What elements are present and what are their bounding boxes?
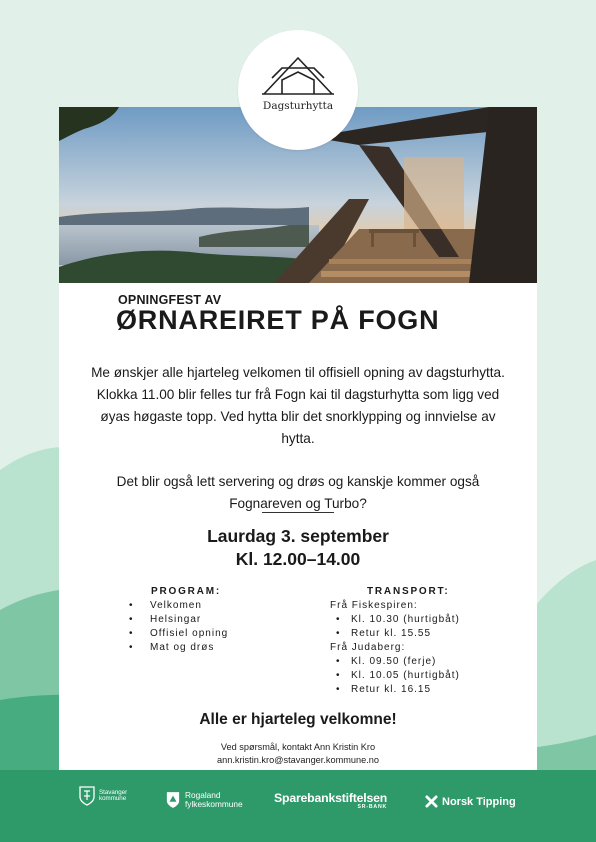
event-date: Laurdag 3. september bbox=[207, 526, 389, 546]
stavanger-crest-icon bbox=[79, 786, 95, 806]
sparebank-sub: SR-BANK bbox=[357, 804, 388, 810]
sponsor-rogaland bbox=[166, 791, 243, 809]
intro-text bbox=[83, 362, 513, 515]
contact-email[interactable]: ann.kristin.kro@stavanger.kommune.no bbox=[216, 755, 380, 765]
program-item: • Mat og drøs bbox=[129, 642, 215, 653]
norsk-tipping-name: Norsk Tipping bbox=[442, 795, 516, 808]
stavanger-line-2: kommune bbox=[99, 795, 127, 802]
cabin-logo-icon bbox=[258, 54, 338, 100]
program-item: • Offisiel opning bbox=[129, 628, 229, 639]
event-kicker: OPNINGFEST AV bbox=[118, 293, 222, 307]
content-card bbox=[59, 107, 537, 770]
transport-title: TRANSPORT: bbox=[367, 586, 450, 597]
sponsor-sparebankstiftelsen bbox=[274, 791, 387, 810]
stavanger-line-1: Stavanger bbox=[99, 788, 128, 796]
event-time: Kl. 12.00–14.00 bbox=[235, 549, 361, 569]
transport-item: • Kl. 10.30 (hurtigbåt) bbox=[336, 614, 460, 625]
rogaland-crest-icon bbox=[166, 791, 180, 809]
intro-paragraph-1: Me ønskjer alle hjarteleg velkomen til offisiell opning av dagsturhytta. Klokka 11.00 blir felles tur frå Fogn kai til dagsturhytta som ligg ved øyas høgaste topp. Ved hytta blir det snorklypping og innvielse av hytta. bbox=[91, 365, 505, 446]
rogaland-line-2: fylkeskommune bbox=[185, 799, 243, 809]
sponsor-norsk-tipping bbox=[425, 795, 516, 808]
transport-item: • Kl. 09.50 (ferje) bbox=[336, 656, 437, 667]
program-item: • Helsingar bbox=[129, 614, 202, 625]
logo-text: Dagsturhytta bbox=[262, 100, 334, 112]
event-datetime bbox=[59, 525, 537, 571]
transport-from-fiskespiren: Frå Fiskespiren: bbox=[330, 600, 418, 611]
event-title: ØRNAREIRET PÅ FOGN bbox=[116, 305, 440, 335]
norsk-tipping-icon bbox=[425, 795, 438, 808]
transport-item: • Kl. 10.05 (hurtigbåt) bbox=[336, 670, 460, 681]
welcome-text: Alle er hjarteleg velkomne! bbox=[199, 711, 397, 728]
sponsor-stavanger bbox=[79, 786, 127, 806]
program-section bbox=[129, 585, 228, 655]
contact-line: Ved spørsmål, kontakt Ann Kristin Kro bbox=[220, 742, 376, 752]
transport-item: • Retur kl. 16.15 bbox=[336, 684, 432, 695]
transport-section bbox=[330, 585, 460, 697]
contact-info bbox=[59, 741, 537, 767]
divider bbox=[262, 512, 334, 513]
intro-paragraph-2: Det blir også lett servering og drøs og kanskje kommer også Fognareven og Turbo? bbox=[116, 474, 480, 511]
transport-item: • Retur kl. 15.55 bbox=[336, 628, 432, 639]
sparebank-name: Sparebankstiftelsen bbox=[274, 791, 388, 805]
program-title: PROGRAM: bbox=[151, 586, 221, 597]
rogaland-line-1: Rogaland bbox=[185, 790, 221, 800]
program-item: • Velkomen bbox=[129, 600, 202, 611]
transport-from-judaberg: Frå Judaberg: bbox=[330, 642, 406, 653]
logo bbox=[238, 30, 358, 150]
